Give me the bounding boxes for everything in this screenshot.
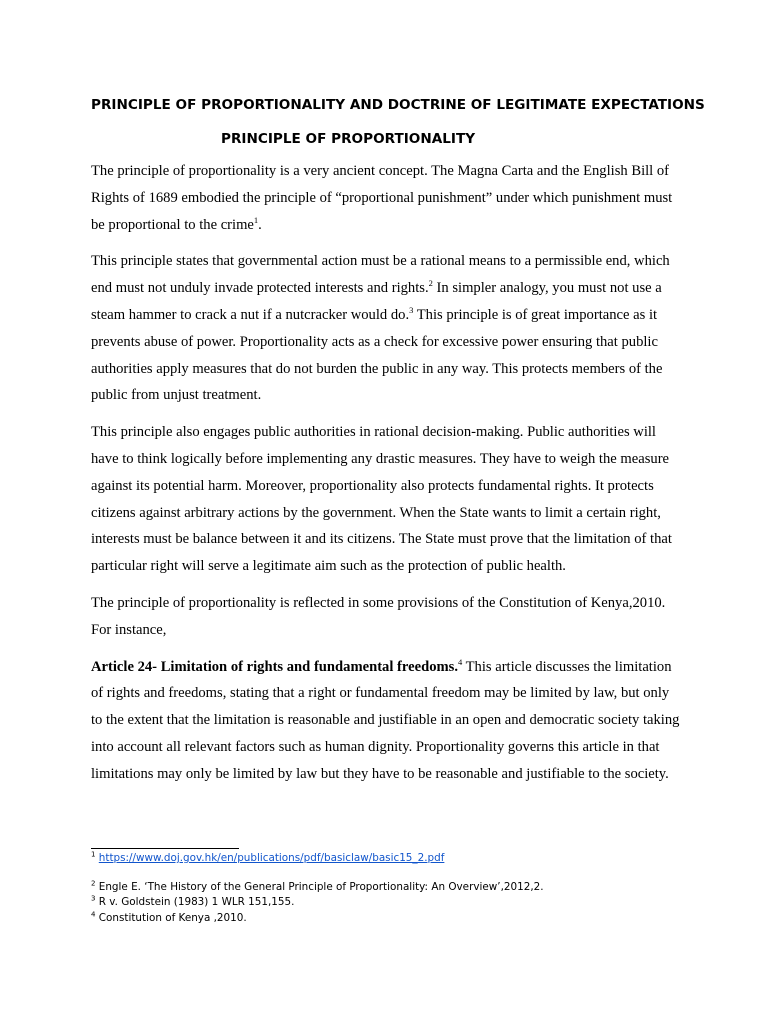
footnote-2-number: 2	[91, 879, 96, 888]
footnote-ref-1[interactable]: 1	[253, 214, 259, 225]
section-heading: PRINCIPLE OF PROPORTIONALITY	[221, 131, 476, 147]
paragraph-1-text: The principle of proportionality is a very ancient concept. The Magna Carta and the English Bill of Rights of 1689 embodied the principle of “proportional punishment” under which punishment must be proportional to the crime	[91, 163, 673, 233]
article-heading: Article 24- Limitation of rights and fundamental freedoms.	[91, 658, 458, 675]
paragraph-1-end: .	[258, 216, 262, 233]
footnote-1-link[interactable]: https://www.doj.gov.hk/en/publications/pdf/basiclaw/basic15_2.pdf	[98, 852, 445, 864]
footnote-3-text: R v. Goldstein (1983) 1 WLR 151,155.	[98, 896, 295, 908]
footnote-4	[91, 911, 691, 927]
footnote-ref-4[interactable]: 4	[457, 656, 463, 667]
footnote-2-text: Engle E. ‘The History of the General Principle of Proportionality: An Overview’,2012,2.	[98, 880, 544, 893]
paragraph-5-text: This article discusses the limitation of rights and freedoms, stating that a right or fundamental freedom may be limited by law, but only to the extent that the limitation is reasonable and justifiable in an open and democratic society taking into account all relevant factors such as human dignity. Proportionality governs this article in that limitations may only be limited by law but they have to be reasonable and justifiable to the society.	[91, 658, 680, 782]
footnotes	[91, 851, 691, 926]
document-title: PRINCIPLE OF PROPORTIONALITY AND DOCTRINE OF LEGITIMATE EXPECTATIONS	[91, 97, 705, 113]
footnote-separator	[91, 848, 239, 849]
footnote-1	[91, 851, 691, 867]
footnote-ref-2[interactable]: 2	[428, 278, 433, 289]
paragraph-3: This principle also engages public authorities in rational decision-making. Public authorities will have to think logically before implementing any drastic measures. They have to weigh the measure against its potential harm. Moreover, proportionality also protects fundamental rights. It protects citizens against arbitrary actions by the government. When the State wants to limit a certain right, interests must be balance between it and its citizens. The State must prove that the limitation of that particular right will serve a legitimate aim such as the protection of public health.	[91, 424, 672, 575]
document-body	[91, 96, 705, 798]
footnote-1-number: 1	[91, 850, 96, 859]
footnote-3-number: 3	[91, 894, 96, 903]
footnote-ref-3[interactable]: 3	[409, 305, 414, 316]
footnote-3	[91, 895, 691, 911]
paragraph-2-text-c: This principle is of great importance as it prevents abuse of power. Proportionality acts as a check for excessive power ensuring that public authorities apply measures that do not burden the public in any way. This protects members of the public from unjust treatment.	[91, 306, 663, 404]
footnote-2	[91, 880, 691, 896]
paragraph-1	[91, 158, 681, 238]
paragraph-4: The principle of proportionality is reflected in some provisions of the Constitution of Kenya,2010. For instance,	[91, 594, 666, 638]
paragraph-2-text-b: In simpler analogy, you must not use a steam hammer to crack a nut if a nutcracker would do.	[91, 280, 662, 323]
paragraph-2	[91, 248, 681, 409]
paragraph-2-text-a: This principle states that governmental action must be a rational means to a permissible end, which end must not unduly invade protected interests and rights.	[91, 253, 670, 297]
paragraph-5	[91, 654, 681, 788]
footnote-4-number: 4	[91, 910, 96, 919]
footnote-4-text: Constitution of Kenya ,2010.	[98, 911, 247, 924]
